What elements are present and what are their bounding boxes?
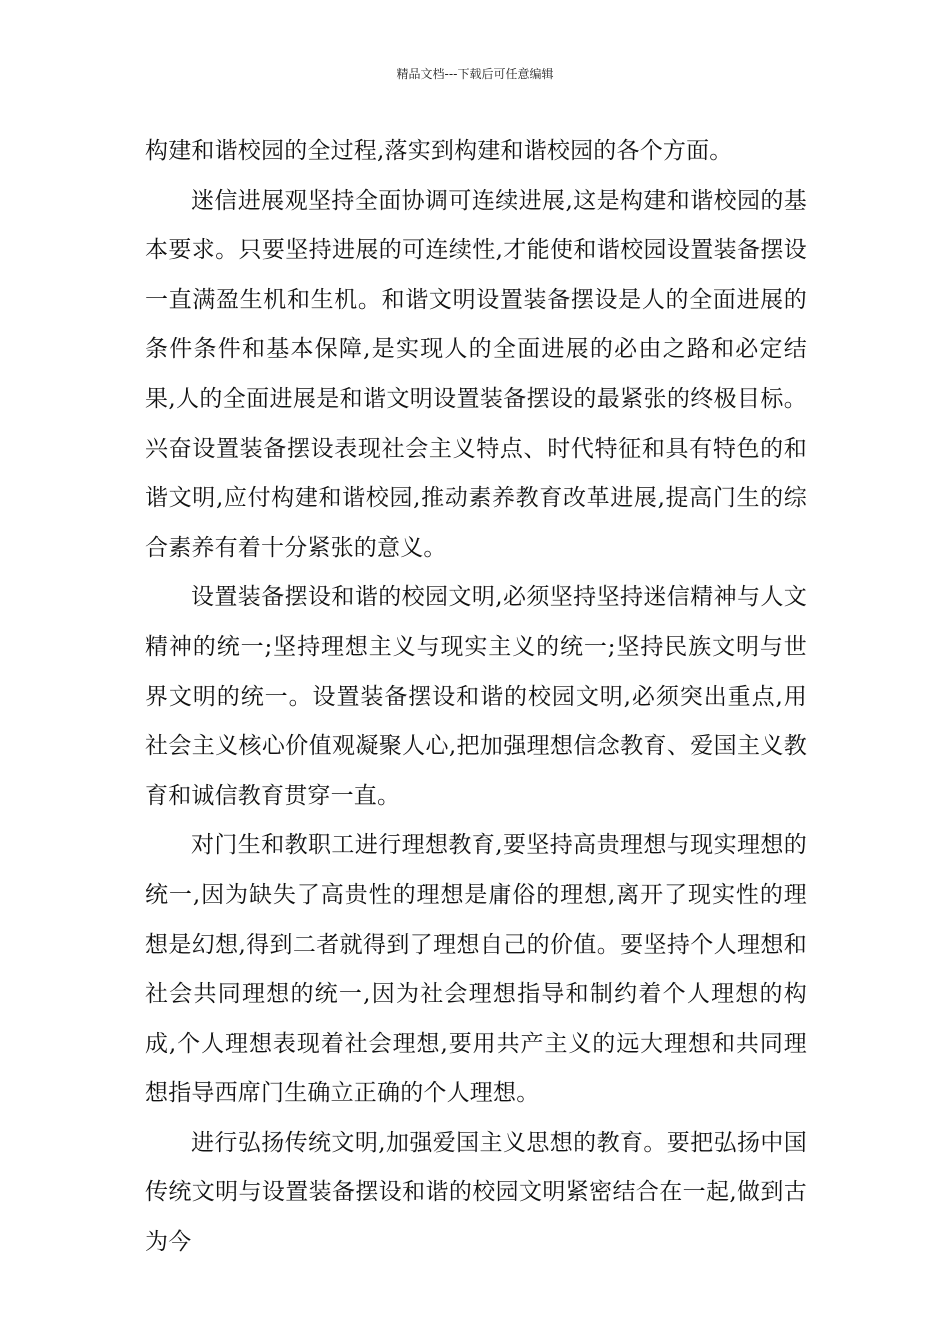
paragraph-traditional-culture: 进行弘扬传统文明,加强爱国主义思想的教育。要把弘扬中国传统文明与设置装备摆设和谐的校园文明紧密结合在一起,做到古为今 [145, 1129, 807, 1256]
document-body [145, 127, 807, 1268]
page-header: 精品文档---下载后可任意编辑 [396, 67, 554, 81]
paragraph-scientific-development: 迷信进展观坚持全面协调可连续进展,这是构建和谐校园的基本要求。只要坚持进展的可连续性,才能使和谐校园设置装备摆设一直满盈生机和生机。和谐文明设置装备摆设是人的全面进展的条件条件和基本保障,是实现人的全面进展的必由之路和必定结果,人的全面进展是和谐文明设置装备摆设的最紧张的终极目标。兴奋设置装备摆设表现社会主义特点、时代特征和具有特色的和谐文明,应付构建和谐校园,推动素养教育改革进展,提高门生的综合素养有着十分紧张的意义。 [145, 187, 807, 561]
paragraph-ideal-education: 对门生和教职工进行理想教育,要坚持高贵理想与现实理想的统一,因为缺失了高贵性的理想是庸俗的理想,离开了现实性的理想是幻想,得到二者就得到了理想自己的价值。要坚持个人理想和社会共同理想的统一,因为社会理想指导和制约着个人理想的构成,个人理想表现着社会理想,要用共产主义的远大理想和共同理想指导西席门生确立正确的个人理想。 [145, 832, 807, 1107]
paragraph-campus-culture: 设置装备摆设和谐的校园文明,必须坚持坚持迷信精神与人文精神的统一;坚持理想主义与现实主义的统一;坚持民族文明与世界文明的统一。设置装备摆设和谐的校园文明,必须突出重点,用社会主义核心价值观凝聚人心,把加强理想信念教育、爱国主义教育和诚信教育贯穿一直。 [145, 584, 807, 809]
paragraph-continuation: 构建和谐校园的全过程,落实到构建和谐校园的各个方面。 [145, 138, 733, 164]
